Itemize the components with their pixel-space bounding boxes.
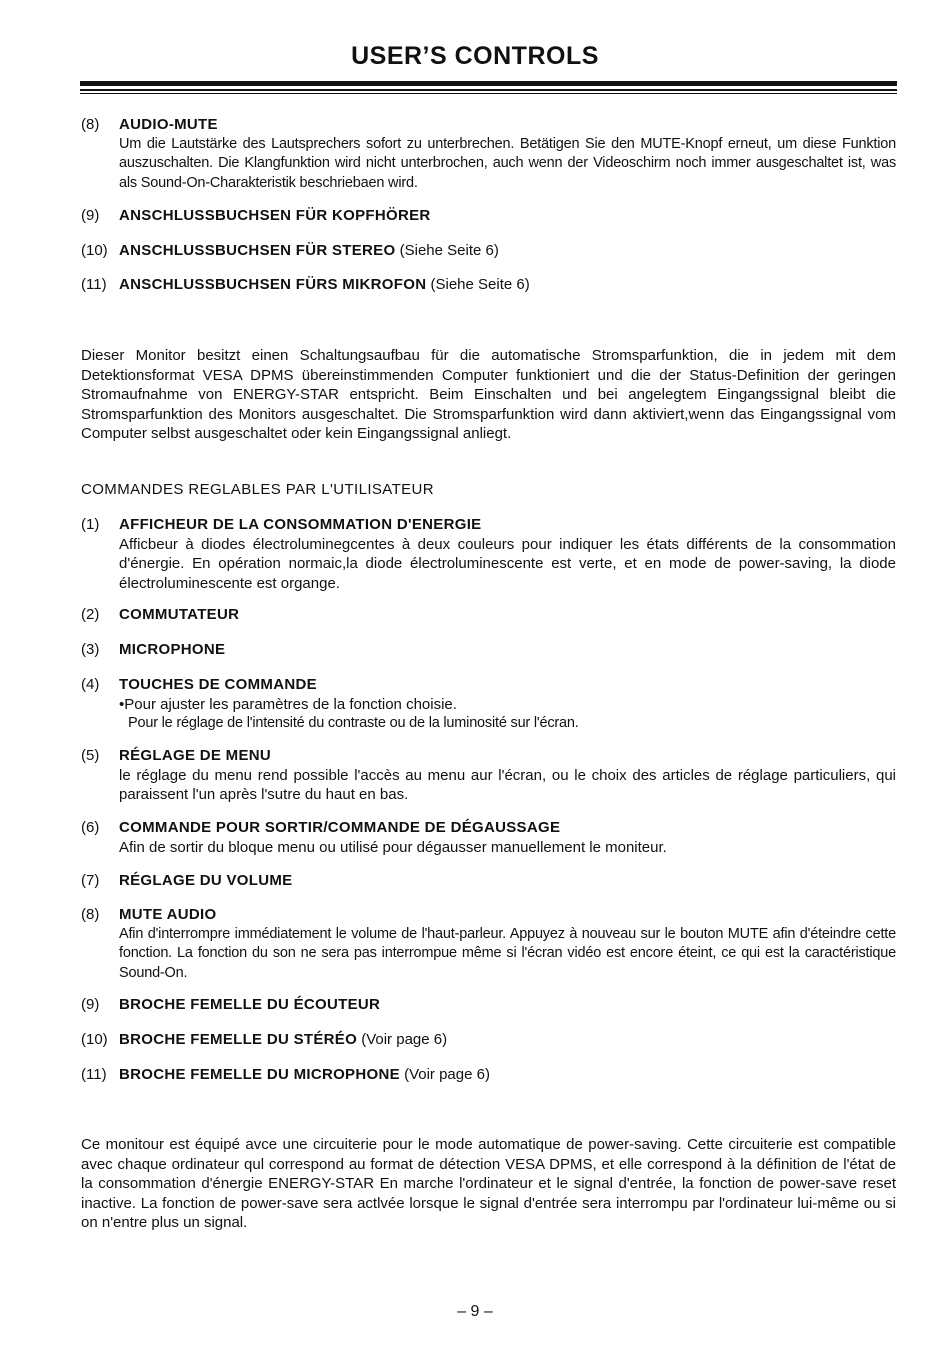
fr-item-control-keys <box>81 675 896 734</box>
item-page-reference: (Siehe Seite 6) <box>426 276 530 293</box>
item-title: AUDIO-MUTE <box>119 116 218 133</box>
item-title: AFFICHEUR DE LA CONSOMMATION D'ENERGIE <box>119 516 482 533</box>
fr-item-energy-display <box>81 515 896 593</box>
de-item-audio-mute <box>81 115 896 193</box>
item-number: (3) <box>81 641 100 658</box>
item-title: TOUCHES DE COMMANDE <box>119 676 317 693</box>
item-title: COMMANDE POUR SORTIR/COMMANDE DE DÉGAUSSAGE <box>119 819 561 836</box>
item-description: Afficbeur à diodes électroluminegcentes à deux couleurs pour indiquer les états différents de la consommation d'énergie. En opération normaic,la diode électroluminescente est verte, et en mode de power-saving, la diode électroluminescente est organge. <box>119 535 896 592</box>
title-rule-thin <box>80 93 897 94</box>
item-title: BROCHE FEMELLE DU STÉRÉO <box>119 1031 358 1048</box>
item-number: (11) <box>81 1066 107 1083</box>
item-page-reference: (Voir page 6) <box>357 1031 448 1048</box>
item-description: •Pour ajuster les paramètres de la fonction choisie. <box>119 695 457 713</box>
item-number: (6) <box>81 819 100 836</box>
item-title: ANSCHLUSSBUCHSEN FÜR STEREO <box>119 242 396 259</box>
item-number: (5) <box>81 747 100 764</box>
item-title: COMMUTATEUR <box>119 606 240 623</box>
item-number: (11) <box>81 276 107 293</box>
item-title: MICROPHONE <box>119 641 226 658</box>
item-number: (8) <box>81 116 100 133</box>
item-number: (10) <box>81 242 108 259</box>
item-number: (8) <box>81 906 100 923</box>
de-power-saving-paragraph: Dieser Monitor besitzt einen Schaltungsaufbau für die automatische Stromsparfunktion, die in jedem mit dem Detektionsformat VESA DPMS übereinstimmenden Computer funktioniert und die der Status-Definition der geringen Stromaufnahme von ENERGY-STAR entspricht. Beim Einschalten und bei angelegtem Eingangssignal bleibt die Stromsparfunktion des Monitors ausgeschaltet. Die Stromsparfunktion wird dann aktiviert,wenn das Eingangssignal vom Computer selbst ausgeschaltet oder kein Eingangssignal anliegt. <box>81 347 896 443</box>
fr-item-exit-degauss <box>81 818 896 857</box>
de-item-stereo-jacks <box>81 241 896 261</box>
fr-item-headphone-jack <box>81 995 896 1015</box>
item-number: (10) <box>81 1031 108 1048</box>
fr-item-microphone <box>81 640 896 660</box>
item-title: RÉGLAGE DE MENU <box>119 747 272 764</box>
item-title: ANSCHLUSSBUCHSEN FÜRS MIKROFON <box>119 276 427 293</box>
item-description-continued: Pour le réglage de l'intensité du contraste ou de la luminosité sur l'écran. <box>128 715 579 731</box>
item-description: le réglage du menu rend possible l'accès au menu aur l'écran, ou le choix des articles de réglage particuliers, qui paraissent l'un après l'sutre du haut en bas. <box>119 766 896 803</box>
item-number: (7) <box>81 872 100 889</box>
page-title: USER’S CONTROLS <box>351 42 599 70</box>
fr-section-heading: COMMANDES REGLABLES PAR L'UTILISATEUR <box>81 481 435 498</box>
item-number: (1) <box>81 516 100 533</box>
de-item-headphone-jacks <box>81 206 896 226</box>
item-page-reference: (Siehe Seite 6) <box>395 242 499 259</box>
page-number: – 9 – <box>457 1303 493 1320</box>
item-number: (4) <box>81 676 100 693</box>
de-item-microphone-jacks <box>81 275 896 295</box>
fr-item-menu-adjust <box>81 746 896 805</box>
item-number: (9) <box>81 207 100 224</box>
fr-item-stereo-jack <box>81 1030 896 1050</box>
item-page-reference: (Voir page 6) <box>399 1066 490 1083</box>
item-number: (2) <box>81 606 100 623</box>
fr-item-mute-audio <box>81 905 896 983</box>
item-description: Um die Lautstärke des Lautsprechers sofort zu unterbrechen. Betätigen Sie den MUTE-Knopf erneut, um diese Funktion auszuschalten. Die Klangfunktion wird nicht unterbrochen, auch wenn der Videoschirm noch immer ausgeschaltet ist, was als Sound-On-Charakteristik beschriebaen wird. <box>119 135 896 191</box>
item-title: RÉGLAGE DU VOLUME <box>119 872 293 889</box>
item-description: Afin d'interrompre immédiatement le volume de l'haut-parleur. Appuyez à nouveau sur le bouton MUTE afin d'éteindre cette fonction. La fonction du son ne sera pas interrompue même si l'écran vidéo est encore éteint, ce qui est la caractéristique Sound-On. <box>119 925 896 981</box>
item-title: BROCHE FEMELLE DU MICROPHONE <box>119 1066 400 1083</box>
item-description: Afin de sortir du bloque menu ou utilisé pour dégausser manuellement le moniteur. <box>119 838 667 856</box>
title-rule-thick <box>80 81 897 86</box>
fr-item-volume <box>81 871 896 891</box>
item-title: ANSCHLUSSBUCHSEN FÜR KOPFHÖRER <box>119 207 431 224</box>
fr-item-switch <box>81 605 896 625</box>
item-number: (9) <box>81 996 100 1013</box>
title-rule-medium <box>80 89 897 91</box>
item-title: MUTE AUDIO <box>119 906 217 923</box>
fr-item-microphone-jack <box>81 1065 896 1085</box>
fr-power-saving-paragraph: Ce monitour est équipé avce une circuiterie pour le mode automatique de power-saving. Cette circuiterie est compatible avec chaque ordinateur qul correspond au format de détection VESA DPMS, et elle correspond à la définition de l'état de la consommation d'énergie ENERGY-STAR En marche l'ordinateur et le signal d'entrée, la fonction de power-save reset inactive. La fonction de power-save sera actlvée lorsque le signal d'entrée sera interrompu par l'ordinateur lui-même ou si on n'entre plus un signal. <box>81 1136 896 1232</box>
item-title: BROCHE FEMELLE DU ÉCOUTEUR <box>119 996 381 1013</box>
